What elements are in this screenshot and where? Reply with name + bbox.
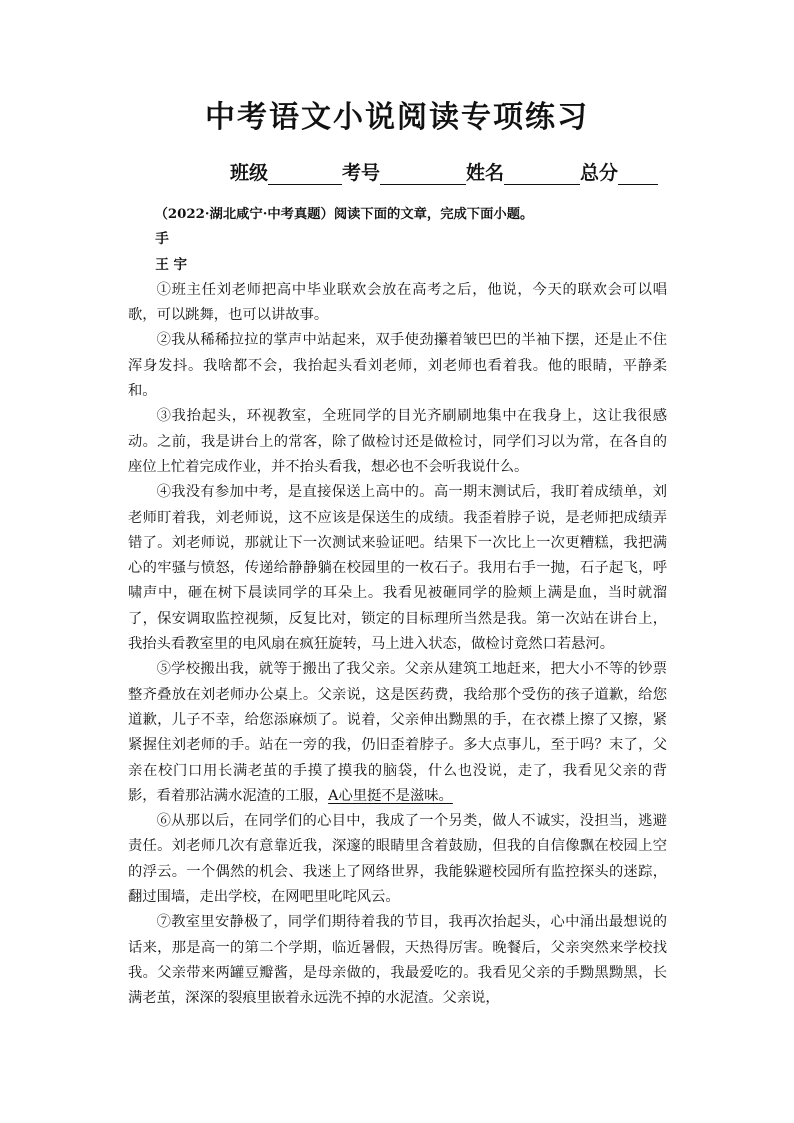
score-blank	[618, 162, 658, 185]
page-title: 中考语文小说阅读专项练习	[205, 100, 589, 135]
exam-number-label: 考号	[342, 162, 381, 184]
story-title: 手	[155, 231, 169, 248]
exam-number-blank	[380, 162, 466, 185]
name-label: 姓名	[466, 162, 505, 184]
class-label: 班级	[230, 162, 269, 184]
paragraph-4: ④我没有参加中考，是直接保送上高中的。高一期末测试后，我盯着成绩单，刘老师盯着我，刘老师说，这不应该是保送生的成绩。我歪着脖子说，是老师把成绩弄错了。刘老师说，那就让下一次测试来验证吧。结果下一次比上一次更糟糕，我把满心的牢骚与愤怒，传递给静静躺在校园里的一枚石子。我用右手一抛，石子起飞，呼啸声中，砸在树下晨读同学的耳朵上。我看见被砸同学的脸颊上满是血，当时就溜了，保安调取监控视频，反复比对，锁定的目标理所当然是我。第一次站在讲台上，我抬头看教室里的电风扇在疯狂旋转，马上进入状态，做检讨竟然口若悬河。	[128, 484, 667, 653]
article-body	[128, 202, 667, 1012]
paragraph-3: ③我抬起头，环视教室，全班同学的目光齐刷刷地集中在我身上，这让我很感动。之前，我是讲台上的常客，除了做检讨还是做检讨，同学们习以为常，在各自的座位上忙着完成作业，并不抬头看我，想必也不会听我说什么。	[128, 408, 667, 475]
paragraph-5-text: ⑤学校搬出我，就等于搬出了我父亲。父亲从建筑工地赶来，把大小不等的钞票整齐叠放在刘老师办公桌上。父亲说，这是医药费，我给那个受伤的孩子道歉，给您道歉，儿子不幸，给您添麻烦了。说着，父亲伸出黝黑的手，在衣襟上擦了又擦，紧紧握住刘老师的手。站在一旁的我，仍旧歪着脖子。多大点事儿，至于吗？末了，父亲在校门口用长满老茧的手摸了摸我的脑袋，什么也没说，走了，我看见父亲的背影，看着那沾满水泥渣的工服，	[128, 661, 667, 804]
story-author: 王 宇	[155, 256, 188, 273]
score-label: 总分	[580, 162, 619, 184]
paragraph-7: ⑦教室里安静极了，同学们期待着我的节目，我再次抬起头，心中涌出最想说的话来，那是高一的第二个学期，临近暑假，天热得厉害。晚餐后，父亲突然来学校找我。父亲带来两罐豆瓣酱，是母亲做的，我最爱吃的。我看见父亲的手黝黑黝黑，长满老茧，深深的裂痕里嵌着永远洗不掉的水泥渣。父亲说，	[128, 914, 667, 1007]
paragraph-6: ⑥从那以后，在同学们的心目中，我成了一个另类，做人不诚实，没担当，逃避责任。刘老师几次有意靠近我，深邃的眼睛里含着鼓励，但我的自信像飘在校园上空的浮云。一个偶然的机会、我迷上了网络世界，我能躲避校园所有监控探头的迷踪，翻过围墙，走出学校，在网吧里叱咤风云。	[128, 813, 667, 906]
underlined-sentence-a: A心里挺不是滋味。	[328, 787, 453, 804]
name-blank	[504, 162, 580, 185]
class-blank	[268, 162, 342, 185]
source-note: （2022·湖北咸宁·中考真题）阅读下面的文章，完成下面小题。	[154, 207, 534, 222]
paragraph-2: ②我从稀稀拉拉的掌声中站起来，双手使劲攥着皱巴巴的半袖下摆，还是止不住浑身发抖。我啥都不会，我抬起头看刘老师，刘老师也看着我。他的眼睛，平静柔和。	[128, 332, 667, 400]
paragraph-1: ①班主任刘老师把高中毕业联欢会放在高考之后，他说，今天的联欢会可以唱歌，可以跳舞，也可以讲故事。	[128, 281, 667, 324]
student-info-row	[230, 158, 658, 188]
paragraph-5	[128, 657, 667, 809]
